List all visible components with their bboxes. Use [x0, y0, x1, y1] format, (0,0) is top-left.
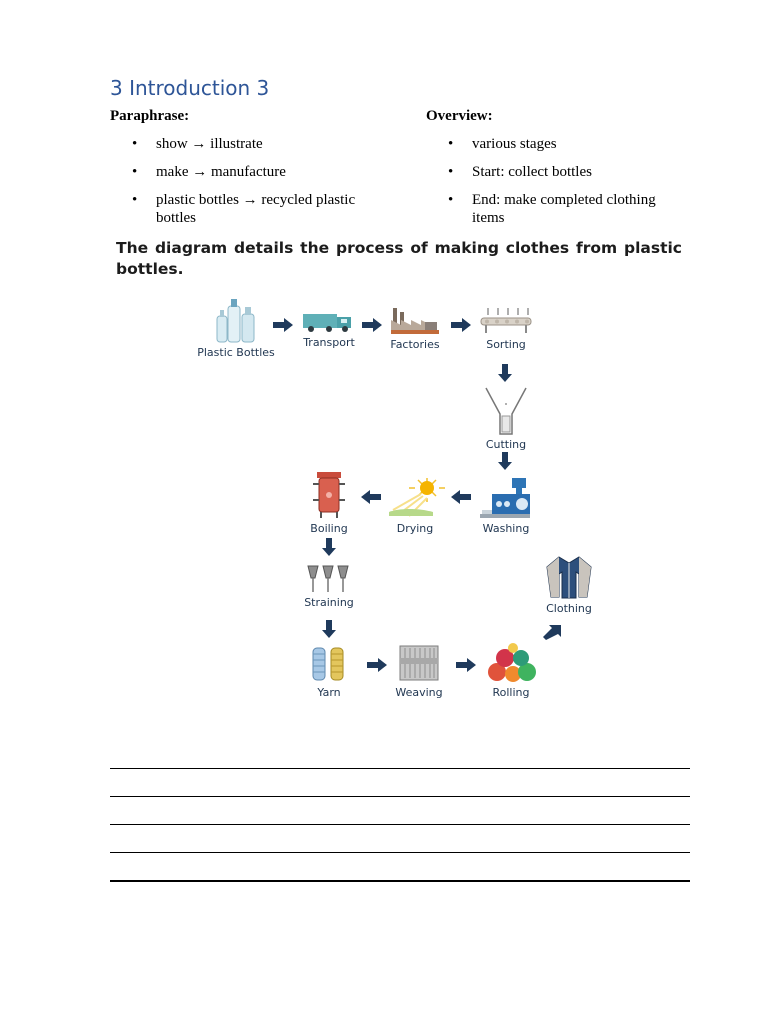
answer-line[interactable] [110, 852, 690, 853]
arrow-up-right-icon [543, 622, 561, 640]
stage-plastic-bottles [191, 296, 281, 359]
list-item [110, 135, 376, 153]
answer-line[interactable] [110, 880, 690, 882]
cutter-icon [481, 386, 531, 436]
bullet-icon: • [132, 136, 138, 152]
answer-line[interactable] [110, 796, 690, 797]
bullet-icon: • [448, 192, 454, 208]
stage-washing [461, 476, 551, 535]
yarn-spool-icon [307, 644, 351, 684]
bullet-icon: • [448, 164, 454, 180]
paraphrase-list [110, 135, 410, 227]
loom-icon [396, 642, 442, 684]
list-item-text: various stages [472, 136, 557, 152]
sun-icon [385, 476, 445, 520]
process-diagram [108, 236, 688, 716]
stage-drying [370, 476, 460, 535]
list-item [426, 163, 682, 181]
strainer-icon [304, 564, 354, 594]
stage-label: Clothing [546, 602, 592, 615]
list-item [110, 163, 376, 181]
stage-label: Cutting [485, 438, 527, 451]
list-item-text: End: make completed clothing items [472, 192, 656, 226]
stage-transport [284, 308, 374, 349]
answer-line[interactable] [110, 768, 690, 769]
stage-label: Washing [482, 522, 530, 535]
stage-cutting [461, 386, 551, 451]
truck-icon [301, 308, 357, 334]
stage-label: Sorting [486, 338, 526, 351]
stage-rolling [466, 642, 556, 699]
stage-label: Rolling [492, 686, 530, 699]
paraphrase-section [110, 108, 410, 237]
stage-weaving [374, 642, 464, 699]
arrow-down-icon [498, 364, 512, 382]
stage-sorting [461, 306, 551, 351]
stage-label: Straining [304, 596, 354, 609]
overview-title: Overview: [426, 108, 493, 124]
list-item [110, 191, 376, 227]
list-item-text: plastic bottles → recycled plastic bottles [156, 192, 356, 226]
washing-machine-icon [478, 476, 534, 520]
stage-yarn [284, 644, 374, 699]
page-heading: 3 Introduction 3 [110, 76, 270, 100]
fabric-rolls-icon [483, 642, 539, 684]
stage-label: Drying [396, 522, 434, 535]
stage-straining [284, 564, 374, 609]
answer-lines [110, 768, 690, 909]
list-item-text: Start: collect bottles [472, 164, 592, 180]
diagram-title: The diagram details the process of making clothes from plastic bottles. [116, 239, 682, 278]
conveyor-icon [478, 306, 534, 336]
stage-boiling [284, 470, 374, 535]
arrow-down-icon [498, 452, 512, 470]
bullet-icon: • [448, 136, 454, 152]
bullet-icon: • [132, 164, 138, 180]
paraphrase-title: Paraphrase: [110, 108, 190, 124]
list-item [426, 135, 682, 153]
arrow-down-icon [322, 620, 336, 638]
list-item-text: make → manufacture [156, 164, 286, 180]
arrow-down-icon [322, 538, 336, 556]
bottles-icon [214, 296, 258, 344]
overview-list [426, 135, 726, 227]
boiler-icon [309, 470, 349, 520]
answer-line[interactable] [110, 824, 690, 825]
stage-factories [370, 306, 460, 351]
stage-label: Boiling [310, 522, 348, 535]
list-item-text: show → illustrate [156, 136, 263, 152]
stage-label: Yarn [317, 686, 341, 699]
stage-label: Factories [390, 338, 440, 351]
stage-label: Plastic Bottles [197, 346, 275, 359]
overview-section [426, 108, 726, 237]
list-item [426, 191, 682, 227]
factory-icon [389, 306, 441, 336]
stage-clothing [524, 554, 614, 615]
stage-label: Transport [303, 336, 355, 349]
jacket-icon [544, 554, 594, 600]
stage-label: Weaving [395, 686, 443, 699]
bullet-icon: • [132, 192, 138, 208]
